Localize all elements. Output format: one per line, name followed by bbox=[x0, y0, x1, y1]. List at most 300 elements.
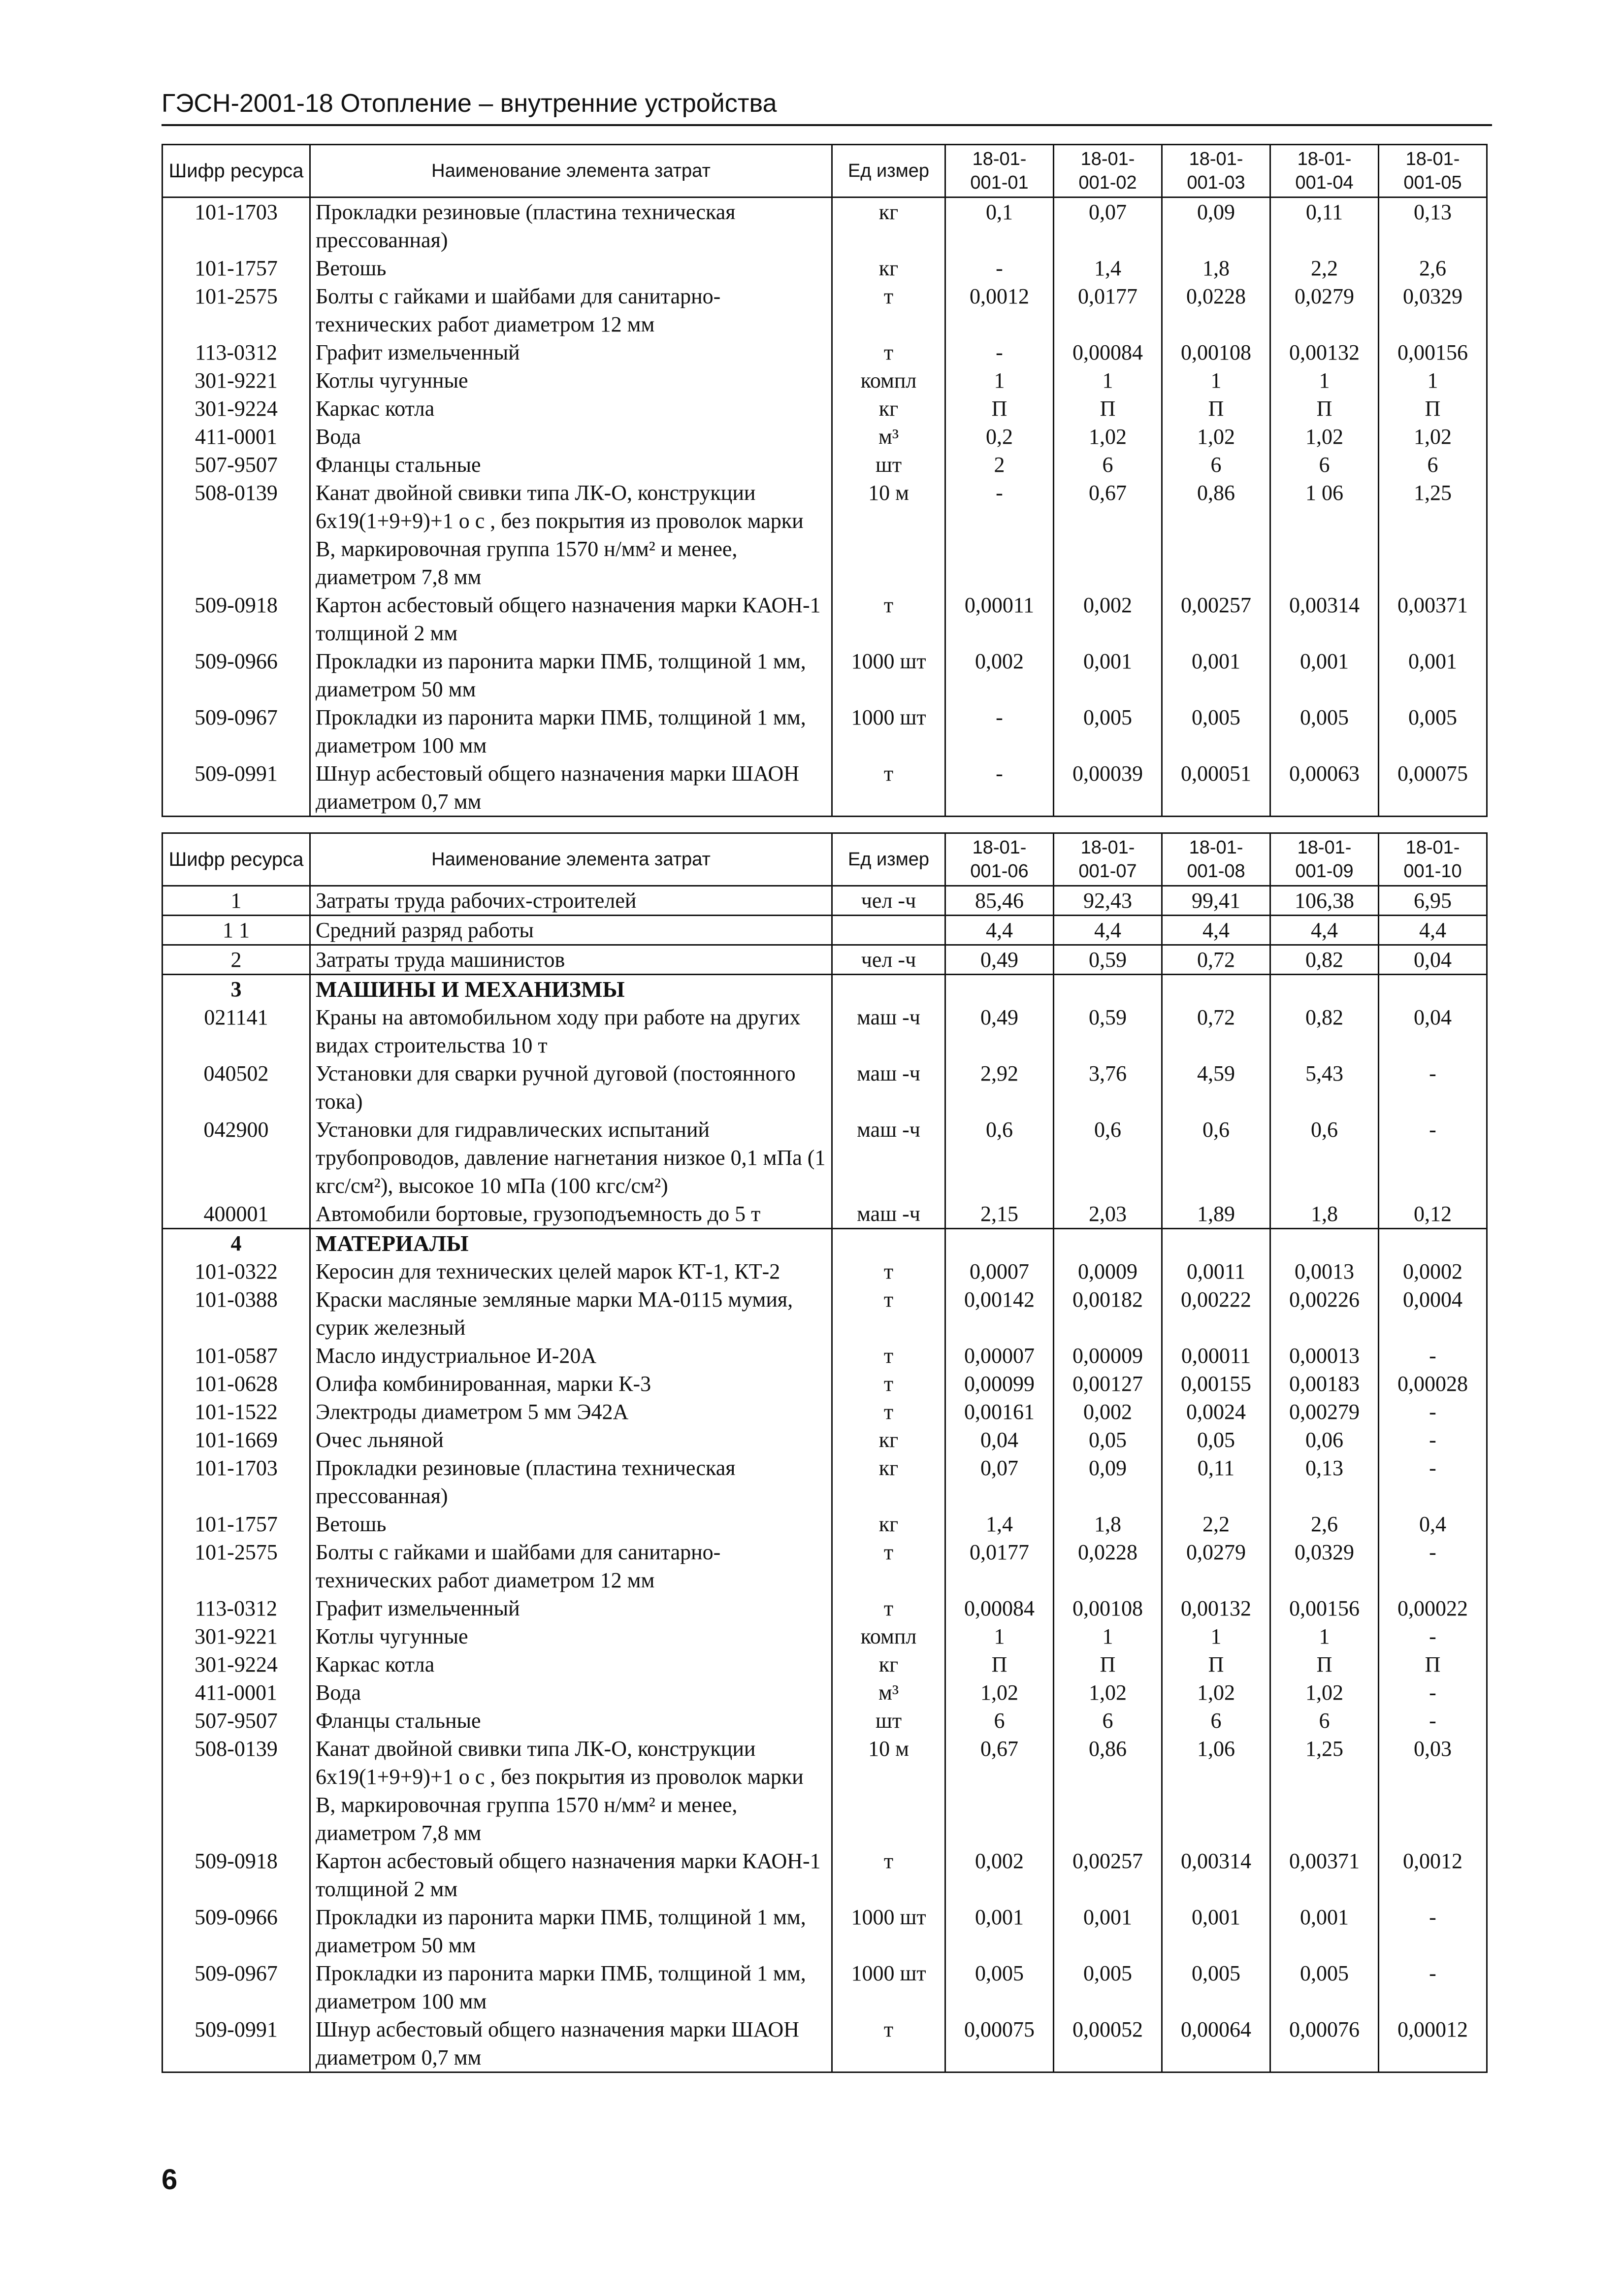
norm-value-cell: 0,07 bbox=[1054, 197, 1162, 255]
norm-value-cell: 0,86 bbox=[1054, 1735, 1162, 1847]
norm-value-cell: 0,67 bbox=[945, 1735, 1054, 1847]
norm-value-cell: 2 bbox=[945, 451, 1054, 479]
cost-element-name-cell: Прокладки из паронита марки ПМБ, толщиной 1 мм, диаметром 50 мм bbox=[310, 647, 832, 703]
norm-value-cell: 0,0011 bbox=[1162, 1257, 1270, 1285]
resources-table-1 bbox=[162, 144, 1488, 817]
norm-value-cell: 1,4 bbox=[1054, 254, 1162, 282]
norm-value-cell: П bbox=[1054, 1650, 1162, 1678]
norm-value-cell: 1 bbox=[945, 366, 1054, 395]
unit-cell: т bbox=[832, 2015, 945, 2072]
table-row bbox=[162, 479, 1487, 591]
norm-value-cell: 0,00108 bbox=[1054, 1594, 1162, 1622]
resource-code-cell: 101-1703 bbox=[162, 197, 310, 255]
norm-value-cell: 0,13 bbox=[1270, 1454, 1379, 1510]
norm-value-cell: 0,00257 bbox=[1162, 591, 1270, 647]
table-row bbox=[162, 1200, 1487, 1229]
unit-cell bbox=[832, 975, 945, 1004]
norm-value-cell: 0,09 bbox=[1054, 1454, 1162, 1510]
norm-value-cell: 1,02 bbox=[1054, 423, 1162, 451]
norm-value-cell: П bbox=[1379, 1650, 1487, 1678]
norm-value-cell: 0,00013 bbox=[1270, 1342, 1379, 1370]
table-row bbox=[162, 1959, 1487, 2015]
norm-value-cell: 0,001 bbox=[1270, 1903, 1379, 1959]
norm-value-cell: 0,72 bbox=[1162, 945, 1270, 975]
cost-element-name-cell: Прокладки из паронита марки ПМБ, толщиной 1 мм, диаметром 100 мм bbox=[310, 1959, 832, 2015]
unit-cell bbox=[832, 916, 945, 945]
norm-value-cell: 0,67 bbox=[1054, 479, 1162, 591]
norm-value-cell: 0,005 bbox=[1162, 1959, 1270, 2015]
unit-cell: т bbox=[832, 1398, 945, 1426]
norm-value-cell: 0,13 bbox=[1379, 197, 1487, 255]
unit-cell: т bbox=[832, 1538, 945, 1594]
resource-code-cell: 301-9221 bbox=[162, 1622, 310, 1650]
cost-element-name-cell: Прокладки резиновые (пластина техническая прессованная) bbox=[310, 1454, 832, 1510]
norm-value-cell: 1,02 bbox=[1162, 1678, 1270, 1707]
norm-value-cell: 0,0007 bbox=[945, 1257, 1054, 1285]
col-header-norm: 18-01- 001-04 bbox=[1270, 145, 1379, 197]
table-row bbox=[162, 591, 1487, 647]
norm-value-cell bbox=[1270, 1229, 1379, 1258]
table-row bbox=[162, 1342, 1487, 1370]
table-header-row bbox=[162, 145, 1487, 197]
table-header-row bbox=[162, 833, 1487, 886]
norm-value-cell bbox=[1162, 1229, 1270, 1258]
resource-code-cell: 508-0139 bbox=[162, 479, 310, 591]
norm-value-cell: 0,005 bbox=[1162, 703, 1270, 759]
unit-cell: маш -ч bbox=[832, 1200, 945, 1229]
table-row bbox=[162, 1059, 1487, 1116]
norm-value-cell: 2,92 bbox=[945, 1059, 1054, 1116]
unit-cell: кг bbox=[832, 197, 945, 255]
col-header-name: Наименование элемента затрат bbox=[310, 145, 832, 197]
cost-element-name-cell: Олифа комбинированная, марки К-3 bbox=[310, 1370, 832, 1398]
unit-cell: м³ bbox=[832, 423, 945, 451]
norm-value-cell: 6 bbox=[1270, 451, 1379, 479]
norm-value-cell: 6 bbox=[945, 1707, 1054, 1735]
norm-value-cell: 0,00011 bbox=[1162, 1342, 1270, 1370]
norm-value-cell: 0,00022 bbox=[1379, 1594, 1487, 1622]
resource-code-cell: 101-2575 bbox=[162, 282, 310, 338]
unit-cell: кг bbox=[832, 1650, 945, 1678]
table-row bbox=[162, 451, 1487, 479]
cost-element-name-cell: Шнур асбестовый общего назначения марки ШАОН диаметром 0,7 мм bbox=[310, 2015, 832, 2072]
norm-value-cell: 0,82 bbox=[1270, 945, 1379, 975]
norm-value-cell: 0,03 bbox=[1379, 1735, 1487, 1847]
col-header-name: Наименование элемента затрат bbox=[310, 833, 832, 886]
norm-value-cell: - bbox=[945, 703, 1054, 759]
norm-value-cell: 0,0002 bbox=[1379, 1257, 1487, 1285]
table-row bbox=[162, 703, 1487, 759]
resource-code-cell: 507-9507 bbox=[162, 1707, 310, 1735]
table-row bbox=[162, 1538, 1487, 1594]
norm-value-cell bbox=[1270, 975, 1379, 1004]
table-row bbox=[162, 1370, 1487, 1398]
cost-element-name-cell: Фланцы стальные bbox=[310, 1707, 832, 1735]
resource-code-cell: 101-1703 bbox=[162, 1454, 310, 1510]
cost-element-name-cell: Канат двойной свивки типа ЛК-О, конструкции 6х19(1+9+9)+1 о с , без покрытия из проволок марки В, маркировочная группа 1570 н/мм² и менее, диаметром 7,8 мм bbox=[310, 479, 832, 591]
norm-value-cell: 1 bbox=[1054, 366, 1162, 395]
table-row bbox=[162, 1003, 1487, 1059]
cost-element-name-cell: Ветошь bbox=[310, 1510, 832, 1538]
norm-value-cell: 106,38 bbox=[1270, 886, 1379, 916]
resource-code-cell: 509-0918 bbox=[162, 591, 310, 647]
col-header-norm: 18-01- 001-07 bbox=[1054, 833, 1162, 886]
norm-value-cell: 0,00084 bbox=[1054, 338, 1162, 366]
resource-code-cell: 509-0991 bbox=[162, 759, 310, 817]
col-header-norm: 18-01- 001-01 bbox=[945, 145, 1054, 197]
norm-value-cell: П bbox=[945, 1650, 1054, 1678]
norm-value-cell: 0,00007 bbox=[945, 1342, 1054, 1370]
norm-value-cell: П bbox=[1162, 395, 1270, 423]
norm-value-cell: П bbox=[1054, 395, 1162, 423]
norm-value-cell: 0,72 bbox=[1162, 1003, 1270, 1059]
norm-value-cell: 0,59 bbox=[1054, 1003, 1162, 1059]
cost-element-name-cell: Прокладки из паронита марки ПМБ, толщиной 1 мм, диаметром 100 мм bbox=[310, 703, 832, 759]
resources-table-2 bbox=[162, 832, 1488, 2073]
resource-code-cell: 509-0918 bbox=[162, 1847, 310, 1903]
norm-value-cell: 6,95 bbox=[1379, 886, 1487, 916]
norm-value-cell: 0,1 bbox=[945, 197, 1054, 255]
table-row bbox=[162, 1398, 1487, 1426]
norm-value-cell: 0,82 bbox=[1270, 1003, 1379, 1059]
table-row bbox=[162, 916, 1487, 945]
resource-code-cell: 508-0139 bbox=[162, 1735, 310, 1847]
norm-value-cell: 0,0329 bbox=[1379, 282, 1487, 338]
norm-value-cell: - bbox=[1379, 1454, 1487, 1510]
cost-element-name-cell: Каркас котла bbox=[310, 1650, 832, 1678]
table-row bbox=[162, 1650, 1487, 1678]
norm-value-cell: 0,00064 bbox=[1162, 2015, 1270, 2072]
norm-value-cell: 0,00182 bbox=[1054, 1285, 1162, 1342]
norm-value-cell bbox=[1054, 1229, 1162, 1258]
norm-value-cell: 0,00075 bbox=[1379, 759, 1487, 817]
norm-value-cell bbox=[945, 975, 1054, 1004]
norm-value-cell: 1 bbox=[1162, 366, 1270, 395]
norm-value-cell: 0,00183 bbox=[1270, 1370, 1379, 1398]
cost-element-name-cell: Болты с гайками и шайбами для санитарно-технических работ диаметром 12 мм bbox=[310, 282, 832, 338]
col-header-code: Шифр ресурса bbox=[162, 833, 310, 886]
norm-value-cell: 0,00222 bbox=[1162, 1285, 1270, 1342]
table-row bbox=[162, 1116, 1487, 1200]
cost-element-name-cell: Ветошь bbox=[310, 254, 832, 282]
norm-value-cell: 1 bbox=[1270, 366, 1379, 395]
cost-element-name-cell: Вода bbox=[310, 423, 832, 451]
norm-value-cell: 3,76 bbox=[1054, 1059, 1162, 1116]
norm-value-cell: - bbox=[1379, 1538, 1487, 1594]
unit-cell: компл bbox=[832, 1622, 945, 1650]
norm-value-cell: 0,00226 bbox=[1270, 1285, 1379, 1342]
norm-value-cell: 4,4 bbox=[1162, 916, 1270, 945]
table-row bbox=[162, 1257, 1487, 1285]
resource-code-cell: 101-0628 bbox=[162, 1370, 310, 1398]
norm-value-cell: 1,25 bbox=[1270, 1735, 1379, 1847]
norm-value-cell: 0,00155 bbox=[1162, 1370, 1270, 1398]
cost-element-name-cell: Очес льняной bbox=[310, 1426, 832, 1454]
norm-value-cell: 1,89 bbox=[1162, 1200, 1270, 1229]
norm-value-cell: 1,02 bbox=[1054, 1678, 1162, 1707]
norm-value-cell: 0,00257 bbox=[1054, 1847, 1162, 1903]
norm-value-cell: - bbox=[945, 759, 1054, 817]
unit-cell: т bbox=[832, 591, 945, 647]
norm-value-cell: 0,002 bbox=[1054, 1398, 1162, 1426]
norm-value-cell: 0,005 bbox=[1270, 1959, 1379, 2015]
norm-value-cell: 6 bbox=[1379, 451, 1487, 479]
resource-code-cell: 509-0967 bbox=[162, 1959, 310, 2015]
cost-element-name-cell: МАШИНЫ И МЕХАНИЗМЫ bbox=[310, 975, 832, 1004]
cost-element-name-cell: Болты с гайками и шайбами для санитарно-технических работ диаметром 12 мм bbox=[310, 1538, 832, 1594]
norm-value-cell: 0,11 bbox=[1162, 1454, 1270, 1510]
norm-value-cell: 2,15 bbox=[945, 1200, 1054, 1229]
norm-value-cell: 2,2 bbox=[1270, 254, 1379, 282]
resource-code-cell: 411-0001 bbox=[162, 423, 310, 451]
table-row bbox=[162, 1903, 1487, 1959]
unit-cell: кг bbox=[832, 395, 945, 423]
unit-cell: т bbox=[832, 338, 945, 366]
col-header-code: Шифр ресурса bbox=[162, 145, 310, 197]
cost-element-name-cell: Краски масляные земляные марки МА-0115 мумия, сурик железный bbox=[310, 1285, 832, 1342]
norm-value-cell: 1,8 bbox=[1270, 1200, 1379, 1229]
table-row bbox=[162, 2015, 1487, 2072]
unit-cell: т bbox=[832, 1370, 945, 1398]
unit-cell: 10 м bbox=[832, 479, 945, 591]
norm-value-cell: 1,02 bbox=[945, 1678, 1054, 1707]
norm-value-cell: 0,00028 bbox=[1379, 1370, 1487, 1398]
resource-code-cell: 400001 bbox=[162, 1200, 310, 1229]
norm-value-cell: 0,0013 bbox=[1270, 1257, 1379, 1285]
unit-cell: т bbox=[832, 1847, 945, 1903]
table-row bbox=[162, 1285, 1487, 1342]
cost-element-name-cell: Масло индустриальное И-20А bbox=[310, 1342, 832, 1370]
norm-value-cell: 0,12 bbox=[1379, 1200, 1487, 1229]
resource-code-cell: 101-1669 bbox=[162, 1426, 310, 1454]
norm-value-cell: 0,0228 bbox=[1162, 282, 1270, 338]
table-row bbox=[162, 395, 1487, 423]
cost-element-name-cell: Графит измельченный bbox=[310, 1594, 832, 1622]
norm-value-cell: 1,02 bbox=[1162, 423, 1270, 451]
norm-value-cell: 0,04 bbox=[945, 1426, 1054, 1454]
norm-value-cell: 0,0228 bbox=[1054, 1538, 1162, 1594]
norm-value-cell: 0,00127 bbox=[1054, 1370, 1162, 1398]
norm-value-cell: 0,6 bbox=[1054, 1116, 1162, 1200]
norm-value-cell: 4,4 bbox=[945, 916, 1054, 945]
col-header-norm: 18-01- 001-05 bbox=[1379, 145, 1487, 197]
norm-value-cell: 0,001 bbox=[1379, 647, 1487, 703]
norm-value-cell: 6 bbox=[1054, 451, 1162, 479]
resource-code-cell: 101-1757 bbox=[162, 1510, 310, 1538]
norm-value-cell: 1 bbox=[1270, 1622, 1379, 1650]
norm-value-cell: 1 06 bbox=[1270, 479, 1379, 591]
resource-code-cell: 2 bbox=[162, 945, 310, 975]
norm-value-cell: 0,001 bbox=[1162, 647, 1270, 703]
norm-value-cell: 0,0279 bbox=[1270, 282, 1379, 338]
norm-value-cell bbox=[1379, 1229, 1487, 1258]
unit-cell: кг bbox=[832, 1454, 945, 1510]
cost-element-name-cell: Затраты труда машинистов bbox=[310, 945, 832, 975]
table-row bbox=[162, 282, 1487, 338]
table-row bbox=[162, 647, 1487, 703]
cost-element-name-cell: Затраты труда рабочих-строителей bbox=[310, 886, 832, 916]
norm-value-cell: 0,001 bbox=[1054, 647, 1162, 703]
norm-value-cell: 0,0279 bbox=[1162, 1538, 1270, 1594]
norm-value-cell: 1,8 bbox=[1054, 1510, 1162, 1538]
cost-element-name-cell: МАТЕРИАЛЫ bbox=[310, 1229, 832, 1258]
col-header-unit: Ед измер bbox=[832, 833, 945, 886]
unit-cell: 10 м bbox=[832, 1735, 945, 1847]
table-row bbox=[162, 1735, 1487, 1847]
col-header-unit: Ед измер bbox=[832, 145, 945, 197]
unit-cell: 1000 шт bbox=[832, 1903, 945, 1959]
resource-code-cell: 509-0991 bbox=[162, 2015, 310, 2072]
table-row bbox=[162, 1622, 1487, 1650]
cost-element-name-cell: Графит измельченный bbox=[310, 338, 832, 366]
norm-value-cell: - bbox=[945, 338, 1054, 366]
norm-value-cell: 0,00052 bbox=[1054, 2015, 1162, 2072]
norm-value-cell: 0,00371 bbox=[1379, 591, 1487, 647]
resource-code-cell: 101-1757 bbox=[162, 254, 310, 282]
unit-cell: маш -ч bbox=[832, 1003, 945, 1059]
cost-element-name-cell: Автомобили бортовые, грузоподъемность до 5 т bbox=[310, 1200, 832, 1229]
norm-value-cell: 0,0329 bbox=[1270, 1538, 1379, 1594]
norm-value-cell: 0,001 bbox=[1270, 647, 1379, 703]
norm-value-cell: 0,00371 bbox=[1270, 1847, 1379, 1903]
norm-value-cell: 0,005 bbox=[1054, 703, 1162, 759]
norm-value-cell: 1,02 bbox=[1379, 423, 1487, 451]
norm-value-cell: 0,0177 bbox=[945, 1538, 1054, 1594]
norm-value-cell: 6 bbox=[1270, 1707, 1379, 1735]
table-row bbox=[162, 886, 1487, 916]
norm-value-cell: 0,002 bbox=[1054, 591, 1162, 647]
norm-value-cell: - bbox=[1379, 1059, 1487, 1116]
table-row bbox=[162, 254, 1487, 282]
norm-value-cell: 6 bbox=[1162, 1707, 1270, 1735]
norm-value-cell: 1 bbox=[1054, 1622, 1162, 1650]
norm-value-cell: 2,6 bbox=[1379, 254, 1487, 282]
norm-value-cell: 0,6 bbox=[1270, 1116, 1379, 1200]
cost-element-name-cell: Фланцы стальные bbox=[310, 451, 832, 479]
norm-value-cell: П bbox=[1270, 395, 1379, 423]
section-row bbox=[162, 975, 1487, 1004]
norm-value-cell: 0,00076 bbox=[1270, 2015, 1379, 2072]
norm-value-cell: 0,05 bbox=[1162, 1426, 1270, 1454]
norm-value-cell: 6 bbox=[1162, 451, 1270, 479]
col-header-norm: 18-01- 001-03 bbox=[1162, 145, 1270, 197]
cost-element-name-cell: Средний разряд работы bbox=[310, 916, 832, 945]
norm-value-cell: 0,00075 bbox=[945, 2015, 1054, 2072]
norm-value-cell: 0,09 bbox=[1162, 197, 1270, 255]
norm-value-cell: - bbox=[1379, 1426, 1487, 1454]
norm-value-cell: 0,00009 bbox=[1054, 1342, 1162, 1370]
unit-cell: маш -ч bbox=[832, 1116, 945, 1200]
table-body bbox=[162, 886, 1487, 2072]
norm-value-cell: - bbox=[1379, 1342, 1487, 1370]
unit-cell: 1000 шт bbox=[832, 1959, 945, 2015]
norm-value-cell: 1,4 bbox=[945, 1510, 1054, 1538]
unit-cell: шт bbox=[832, 451, 945, 479]
norm-value-cell: 1,02 bbox=[1270, 1678, 1379, 1707]
cost-element-name-cell: Котлы чугунные bbox=[310, 366, 832, 395]
norm-value-cell: 0,00132 bbox=[1270, 338, 1379, 366]
norm-value-cell: 4,4 bbox=[1270, 916, 1379, 945]
norm-value-cell: 1,06 bbox=[1162, 1735, 1270, 1847]
resource-code-cell: 113-0312 bbox=[162, 1594, 310, 1622]
norm-value-cell: 0,005 bbox=[1054, 1959, 1162, 2015]
norm-value-cell: 0,00156 bbox=[1270, 1594, 1379, 1622]
unit-cell: т bbox=[832, 759, 945, 817]
unit-cell: т bbox=[832, 1594, 945, 1622]
norm-value-cell: 1 bbox=[1379, 366, 1487, 395]
norm-value-cell: 0,49 bbox=[945, 1003, 1054, 1059]
norm-value-cell bbox=[1379, 975, 1487, 1004]
cost-element-name-cell: Каркас котла bbox=[310, 395, 832, 423]
norm-value-cell: 0,0009 bbox=[1054, 1257, 1162, 1285]
table-row bbox=[162, 1454, 1487, 1510]
table-row bbox=[162, 1594, 1487, 1622]
norm-value-cell: 0,0012 bbox=[1379, 1847, 1487, 1903]
norm-value-cell: 0,2 bbox=[945, 423, 1054, 451]
norm-value-cell: 4,4 bbox=[1054, 916, 1162, 945]
unit-cell: маш -ч bbox=[832, 1059, 945, 1116]
resource-code-cell: 101-0388 bbox=[162, 1285, 310, 1342]
col-header-norm: 18-01- 001-06 bbox=[945, 833, 1054, 886]
norm-value-cell: 0,00108 bbox=[1162, 338, 1270, 366]
unit-cell: т bbox=[832, 1342, 945, 1370]
norm-value-cell: 0,00051 bbox=[1162, 759, 1270, 817]
col-header-norm: 18-01- 001-02 bbox=[1054, 145, 1162, 197]
norm-value-cell: - bbox=[945, 254, 1054, 282]
resource-code-cell: 301-9224 bbox=[162, 1650, 310, 1678]
unit-cell: м³ bbox=[832, 1678, 945, 1707]
norm-value-cell: - bbox=[1379, 1116, 1487, 1200]
resource-code-cell: 1 bbox=[162, 886, 310, 916]
unit-cell: чел -ч bbox=[832, 886, 945, 916]
norm-value-cell: 1,02 bbox=[1270, 423, 1379, 451]
norm-value-cell: 1 bbox=[1162, 1622, 1270, 1650]
norm-value-cell: 0,00039 bbox=[1054, 759, 1162, 817]
norm-value-cell: 0,11 bbox=[1270, 197, 1379, 255]
norm-value-cell: 0,001 bbox=[945, 1903, 1054, 1959]
norm-value-cell: П bbox=[1379, 395, 1487, 423]
section-row bbox=[162, 1229, 1487, 1258]
resource-code-cell: 021141 bbox=[162, 1003, 310, 1059]
norm-value-cell: 85,46 bbox=[945, 886, 1054, 916]
table-row bbox=[162, 759, 1487, 817]
norm-value-cell: 4,4 bbox=[1379, 916, 1487, 945]
norm-value-cell: П bbox=[1270, 1650, 1379, 1678]
table-row bbox=[162, 1510, 1487, 1538]
col-header-norm: 18-01- 001-10 bbox=[1379, 833, 1487, 886]
col-header-norm: 18-01- 001-08 bbox=[1162, 833, 1270, 886]
table-body bbox=[162, 197, 1487, 817]
norm-value-cell: 1 bbox=[945, 1622, 1054, 1650]
unit-cell: 1000 шт bbox=[832, 703, 945, 759]
table-row bbox=[162, 945, 1487, 975]
norm-value-cell: 0,005 bbox=[1379, 703, 1487, 759]
table-row bbox=[162, 366, 1487, 395]
norm-value-cell: 0,00084 bbox=[945, 1594, 1054, 1622]
cost-element-name-cell: Установки для сварки ручной дуговой (постоянного тока) bbox=[310, 1059, 832, 1116]
norm-value-cell: 0,00161 bbox=[945, 1398, 1054, 1426]
resource-code-cell: 113-0312 bbox=[162, 338, 310, 366]
cost-element-name-cell: Картон асбестовый общего назначения марки КАОН-1 толщиной 2 мм bbox=[310, 591, 832, 647]
page-number: 6 bbox=[162, 2164, 178, 2196]
norm-value-cell: 0,0177 bbox=[1054, 282, 1162, 338]
norm-value-cell: 6 bbox=[1054, 1707, 1162, 1735]
norm-value-cell: 2,03 bbox=[1054, 1200, 1162, 1229]
resource-code-cell: 101-0587 bbox=[162, 1342, 310, 1370]
norm-value-cell: - bbox=[1379, 1622, 1487, 1650]
norm-value-cell: 5,43 bbox=[1270, 1059, 1379, 1116]
norm-value-cell: 0,59 bbox=[1054, 945, 1162, 975]
